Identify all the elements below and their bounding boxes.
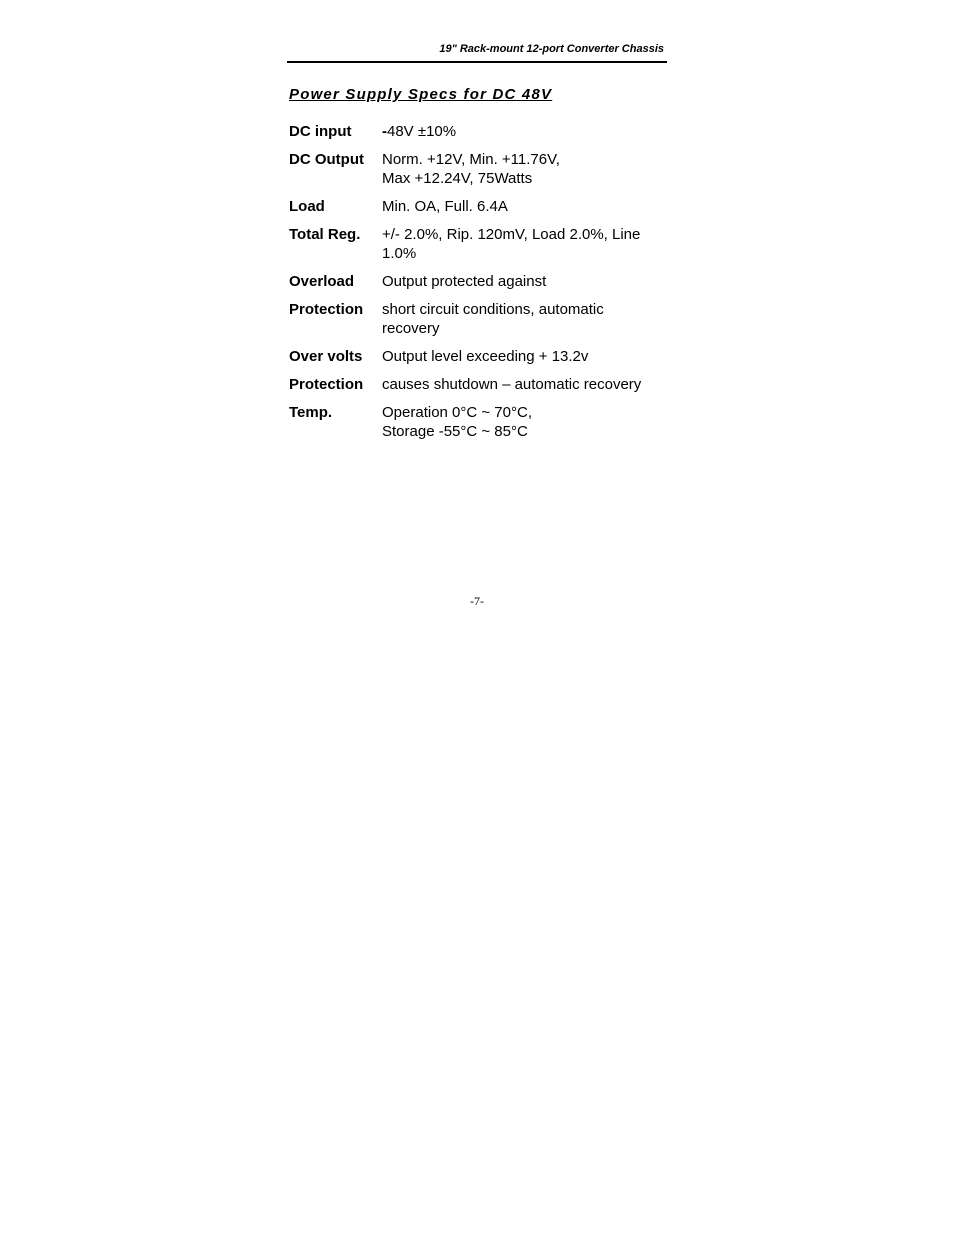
spec-label: DC Output [289, 151, 364, 168]
spec-value-line: 1.0% [382, 245, 417, 262]
spec-value [382, 300, 667, 338]
spec-list [289, 122, 667, 450]
spec-value-line: Operation 0°C ~ 70°C, [382, 404, 532, 421]
spec-value-prefix: - [382, 123, 387, 140]
spec-value-line: short circuit conditions, automatic [382, 301, 604, 318]
spec-value [382, 150, 667, 188]
spec-value-text: 48V ±10% [387, 123, 457, 140]
spec-label: Load [289, 198, 325, 215]
spec-row-over-volts-protection [289, 375, 667, 394]
spec-label: Temp. [289, 404, 333, 421]
spec-label: Protection [289, 301, 364, 318]
spec-row-over-volts [289, 347, 667, 366]
spec-row-temp [289, 403, 667, 441]
spec-value-line: +/- 2.0%, Rip. 120mV, Load 2.0%, Line [382, 226, 641, 243]
spec-value-line: Max +12.24V, 75Watts [382, 170, 533, 187]
spec-value [382, 403, 667, 441]
spec-row-total-reg [289, 225, 667, 263]
spec-value-line: Output level exceeding + 13.2v [382, 348, 589, 365]
spec-value [382, 197, 667, 216]
spec-value-line: Output protected against [382, 273, 547, 290]
spec-value-line: recovery [382, 320, 440, 337]
spec-value [382, 225, 667, 263]
spec-row-load [289, 197, 667, 216]
spec-value-line: Storage -55°C ~ 85°C [382, 423, 528, 440]
header-title: 19" Rack-mount 12-port Converter Chassis [439, 43, 664, 55]
page-header [287, 42, 667, 63]
spec-row-overload [289, 272, 667, 291]
spec-label: DC input [289, 123, 352, 140]
spec-value [382, 347, 667, 366]
spec-value [382, 122, 667, 141]
spec-row-overload-protection [289, 300, 667, 338]
spec-value [382, 272, 667, 291]
spec-label: Total Reg. [289, 226, 361, 243]
spec-value-line: causes shutdown – automatic recovery [382, 376, 642, 393]
spec-row-dc-output [289, 150, 667, 188]
page-number: -7- [470, 594, 484, 608]
spec-value-line: Norm. +12V, Min. +11.76V, [382, 151, 560, 168]
section-title: Power Supply Specs for DC 48V [289, 86, 553, 103]
spec-value-line: Min. OA, Full. 6.4A [382, 198, 508, 215]
spec-row-dc-input [289, 122, 667, 141]
spec-value [382, 375, 667, 394]
spec-label: Protection [289, 376, 364, 393]
spec-value-line [382, 122, 667, 141]
spec-label: Over volts [289, 348, 363, 365]
spec-label: Overload [289, 273, 355, 290]
